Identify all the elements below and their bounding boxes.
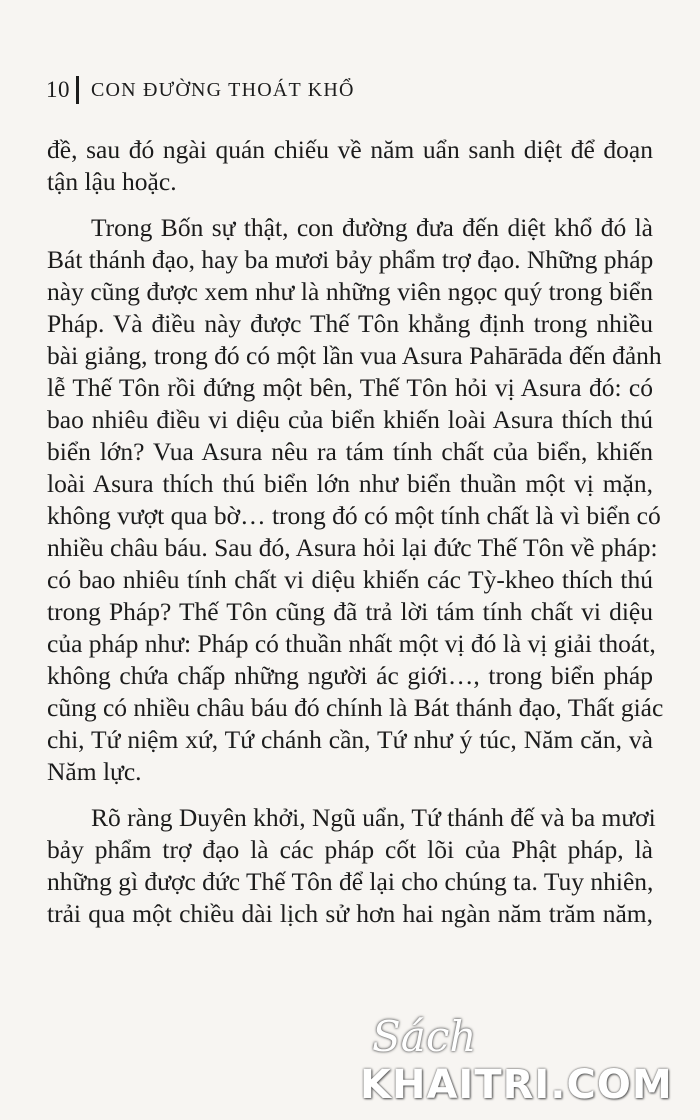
text-line: trong Pháp? Thế Tôn cũng đã trả lời tám tính chất vi diệu xyxy=(47,597,653,626)
text-line: có bao nhiêu tính chất vi diệu khiến các Tỳ-kheo thích thú xyxy=(47,565,653,594)
text-line: không chứa chấp những người ác giới…, trong biển pháp xyxy=(47,661,653,690)
text-line: Rõ ràng Duyên khởi, Ngũ uẩn, Tứ thánh đế và ba mươi xyxy=(91,803,656,832)
text-line: bảy phẩm trợ đạo là các pháp cốt lõi của Phật pháp, là xyxy=(47,835,653,864)
text-line: này cũng được xem như là những viên ngọc quý trong biển xyxy=(47,277,653,306)
text-line: Trong Bốn sự thật, con đường đưa đến diệt khổ đó là xyxy=(91,213,653,242)
text-line: không vượt qua bờ… trong đó có một tính chất là vì biển có xyxy=(47,501,661,530)
body-text xyxy=(47,134,664,930)
text-line: loài Asura thích thú biển lớn như biển thuần một vị mặn, xyxy=(47,469,653,498)
watermark-logo xyxy=(360,1012,690,1112)
text-line: Bát thánh đạo, hay ba mươi bảy phẩm trợ đạo. Những pháp xyxy=(47,245,654,274)
page-number: 10 xyxy=(46,77,70,102)
text-line: bài giảng, trong đó có một lần vua Asura Pahārāda đến đảnh xyxy=(47,341,662,370)
text-line: biển lớn? Vua Asura nêu ra tám tính chất của biển, khiến xyxy=(47,437,653,466)
watermark-script: Sách xyxy=(372,1012,477,1061)
header-divider xyxy=(76,76,79,104)
text-line: lễ Thế Tôn rồi đứng một bên, Thế Tôn hỏi vị Asura đó: có xyxy=(47,373,653,402)
text-line: đề, sau đó ngài quán chiếu về năm uẩn sanh diệt để đoạn xyxy=(47,135,653,164)
text-line: của pháp như: Pháp có thuần nhất một vị đó là vị giải thoát, xyxy=(47,629,656,658)
running-title: CON ĐƯỜNG THOÁT KHỔ xyxy=(91,78,355,101)
text-line: trải qua một chiều dài lịch sử hơn hai ngàn năm trăm năm, xyxy=(47,899,653,928)
text-line: những gì được đức Thế Tôn để lại cho chúng ta. Tuy nhiên, xyxy=(47,867,654,896)
watermark-main: KHAITRI.COM xyxy=(360,1062,673,1108)
text-line: Năm lực. xyxy=(47,757,142,786)
page-header xyxy=(46,76,355,104)
text-line: chi, Tứ niệm xứ, Tứ chánh cần, Tứ như ý túc, Năm căn, và xyxy=(47,725,653,754)
text-line: cũng có nhiều châu báu đó chính là Bát thánh đạo, Thất giác xyxy=(47,693,664,722)
text-line: nhiều châu báu. Sau đó, Asura hỏi lại đức Thế Tôn về pháp: xyxy=(47,533,658,562)
text-line: tận lậu hoặc. xyxy=(47,167,177,196)
text-line: Pháp. Và điều này được Thế Tôn khẳng định trong nhiều xyxy=(47,309,653,338)
text-line: bao nhiêu điều vi diệu của biển khiến loài Asura thích thú xyxy=(47,405,653,434)
